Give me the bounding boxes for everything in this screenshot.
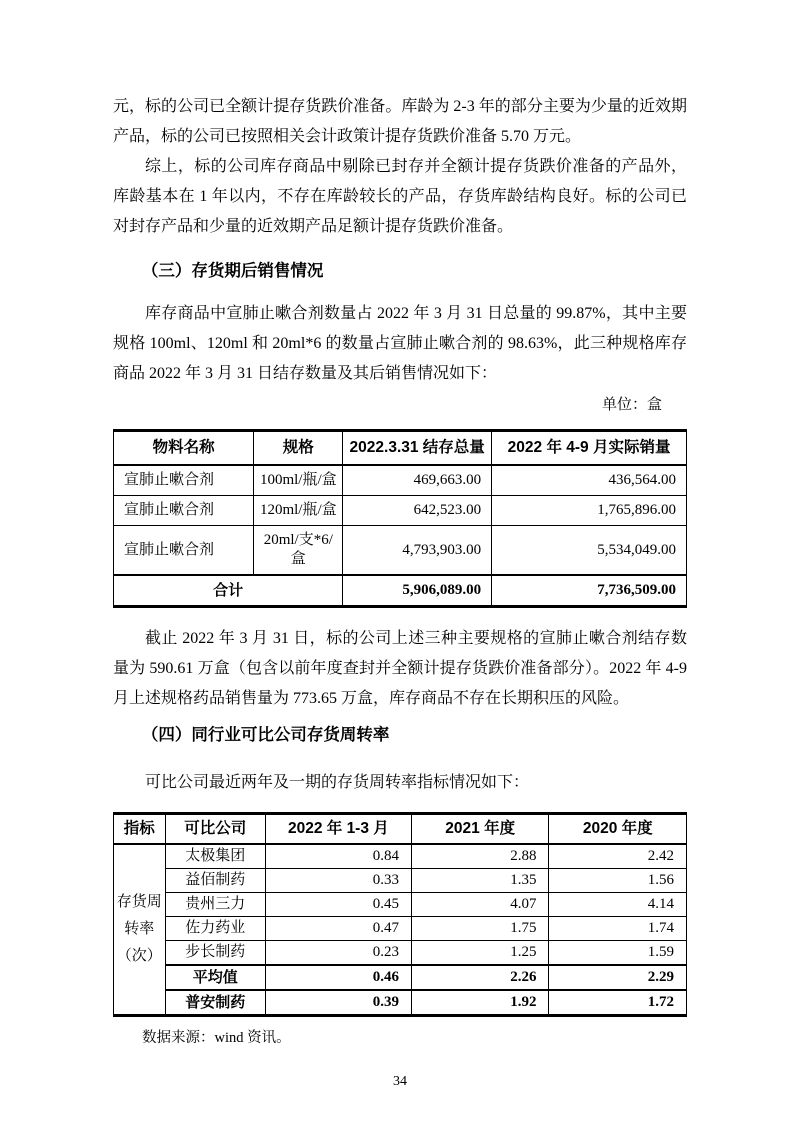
para-provision-continuation: 元，标的公司已全额计提存货跌价准备。库龄为 2-3 年的部分主要为少量的近效期产品，标的公司已按照相关会计政策计提存货跌价准备 5.70 万元。 (113, 98, 687, 145)
cell-balance: 642,523.00 (343, 496, 492, 526)
heading-post-period-sales: （三）存货期后销售情况 (141, 262, 324, 280)
cell-sales: 1,765,896.00 (492, 496, 687, 526)
para-inventory-age-summary: 综上，标的公司库存商品中剔除已封存并全额计提存货跌价准备的产品外，库龄基本在 1 年以内，不存在库龄较长的产品，存货库龄结构良好。标的公司已对封存产品和少量的近效期产品足额计提存货跌价准备。 (113, 158, 687, 235)
cell-company: 步长制药 (165, 941, 265, 966)
cell-balance: 469,663.00 (343, 465, 492, 496)
table-row (114, 869, 687, 893)
cell-2020: 1.56 (549, 869, 687, 893)
para-inventory-balance-conclusion: 截止 2022 年 3 月 31 日，标的公司上述三种主要规格的宣肺止嗽合剂结存数量为 590.61 万盒（包含以前年度查封并全额计提存货跌价准备部分）。2022 年 4-9 月上述规格药品销售量为 773.65 万盒，库存商品不存在长期积压的风险。 (113, 630, 687, 707)
table-row (114, 893, 687, 917)
cell-2022: 0.84 (265, 844, 411, 869)
cell-spec: 120ml/瓶/盒 (254, 496, 343, 526)
unit-label: 单位：盒 (601, 397, 662, 413)
cell-material-name: 宣肺止嗽合剂 (114, 465, 254, 496)
table-row (114, 844, 687, 869)
cell-2021: 1.92 (411, 990, 549, 1016)
cell-balance: 4,793,903.00 (343, 526, 492, 576)
indicator-line: （次） (116, 948, 162, 964)
cell-company: 佐力药业 (165, 917, 265, 941)
cell-2020: 4.14 (549, 893, 687, 917)
cell-company: 太极集团 (165, 844, 265, 869)
total-sales: 7,736,509.00 (492, 575, 687, 607)
header-cell-company: 可比公司 (165, 814, 265, 845)
table-average-row (114, 965, 687, 990)
page-number: 34 (393, 1074, 407, 1089)
cell-2021: 4.07 (411, 893, 549, 917)
indicator-cell (114, 844, 166, 1016)
cell-2022: 0.45 (265, 893, 411, 917)
cell-spec: 20ml/支*6/盒 (254, 526, 343, 576)
header-cell-sales: 2022 年 4-9 月实际销量 (492, 431, 687, 466)
cell-2022: 0.39 (265, 990, 411, 1016)
table-row (114, 917, 687, 941)
table-header-row (114, 431, 687, 466)
cell-2022: 0.46 (265, 965, 411, 990)
table-row (114, 941, 687, 966)
cell-2021: 2.26 (411, 965, 549, 990)
cell-company: 益佰制药 (165, 869, 265, 893)
cell-company: 平均值 (165, 965, 265, 990)
header-cell-material: 物料名称 (114, 431, 254, 466)
table-total-row (114, 575, 687, 607)
para-peer-turnover-intro: 可比公司最近两年及一期的存货周转率指标情况如下： (145, 774, 530, 791)
header-cell-2022: 2022 年 1-3 月 (265, 814, 411, 845)
cell-2020: 2.29 (549, 965, 687, 990)
indicator-line: 存货周 (116, 894, 162, 910)
cell-2021: 2.88 (411, 844, 549, 869)
table-target-company-row (114, 990, 687, 1016)
header-cell-indicator: 指标 (114, 814, 166, 845)
cell-2020: 1.72 (549, 990, 687, 1016)
cell-spec: 100ml/瓶/盒 (254, 465, 343, 496)
indicator-line: 转率 (124, 921, 155, 937)
post-period-sales-table (113, 429, 687, 608)
cell-2020: 2.42 (549, 844, 687, 869)
header-cell-spec: 规格 (254, 431, 343, 466)
table-row (114, 496, 687, 526)
header-cell-2021: 2021 年度 (411, 814, 549, 845)
cell-2022: 0.33 (265, 869, 411, 893)
cell-2021: 1.35 (411, 869, 549, 893)
total-balance: 5,906,089.00 (343, 575, 492, 607)
heading-peer-turnover: （四）同行业可比公司存货周转率 (141, 726, 390, 744)
header-cell-2020: 2020 年度 (549, 814, 687, 845)
cell-company: 普安制药 (165, 990, 265, 1016)
data-source-note: 数据来源：wind 资讯。 (142, 1030, 291, 1046)
cell-2022: 0.47 (265, 917, 411, 941)
cell-material-name: 宣肺止嗽合剂 (114, 526, 254, 576)
cell-2020: 1.74 (549, 917, 687, 941)
inventory-turnover-table (113, 812, 687, 1017)
para-post-period-sales-intro: 库存商品中宣肺止嗽合剂数量占 2022 年 3 月 31 日总量的 99.87%，其中主要规格 100ml、120ml 和 20ml*6 的数量占宣肺止嗽合剂的 98.63%，此三种规格库存商品 2022 年 3 月 31 日结存数量及其后销售情况如下： (113, 305, 687, 382)
cell-2021: 1.75 (411, 917, 549, 941)
cell-2021: 1.25 (411, 941, 549, 966)
cell-company: 贵州三力 (165, 893, 265, 917)
table-header-row (114, 814, 687, 845)
header-cell-balance: 2022.3.31 结存总量 (343, 431, 492, 466)
cell-2020: 1.59 (549, 941, 687, 966)
cell-material-name: 宣肺止嗽合剂 (114, 496, 254, 526)
table-row (114, 526, 687, 576)
cell-sales: 5,534,049.00 (492, 526, 687, 576)
table-row (114, 465, 687, 496)
cell-sales: 436,564.00 (492, 465, 687, 496)
cell-2022: 0.23 (265, 941, 411, 966)
total-label: 合计 (114, 575, 343, 607)
